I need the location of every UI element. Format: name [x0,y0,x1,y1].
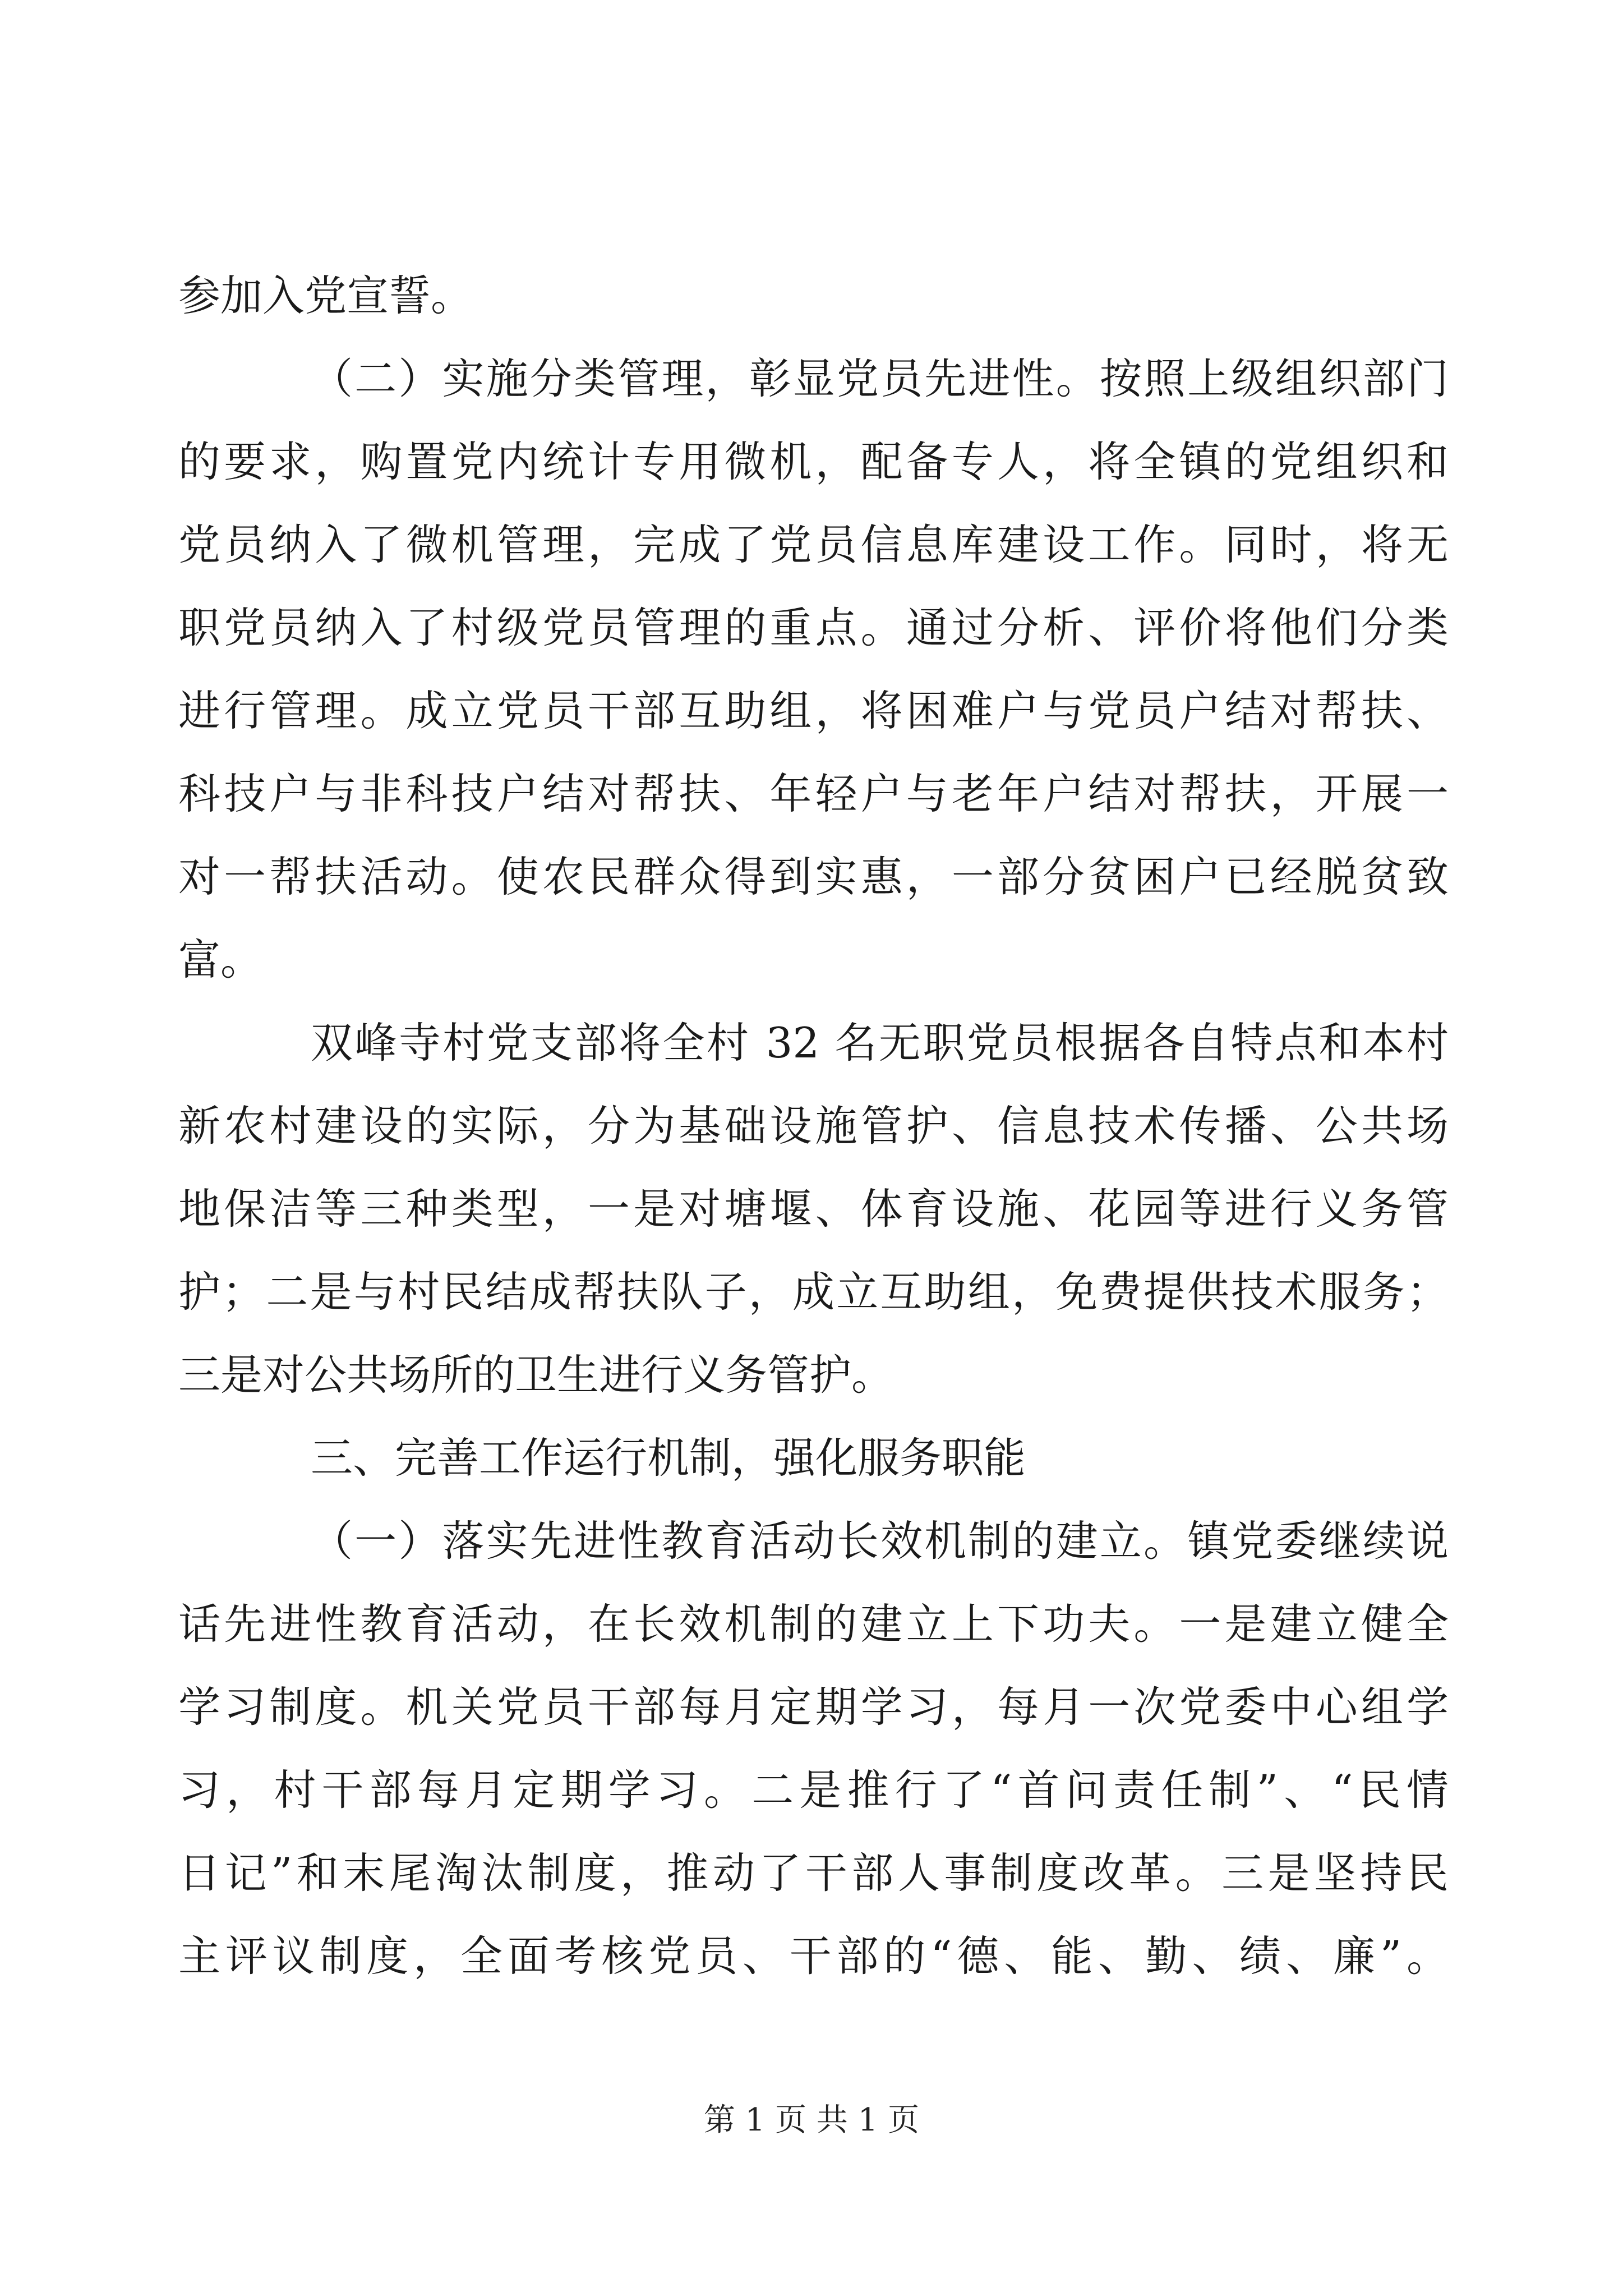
page-footer: 第 1 页 共 1 页 [703,2102,920,2138]
document-body [178,254,1449,1998]
text-line: 对一帮扶活动。使农民群众得到实惠，一部分贫困户已经脱贫致 [178,852,1449,901]
text-line: 党员纳入了微机管理，完成了党员信息库建设工作。同时，将无 [178,520,1449,569]
text-line: 双峰寺村党支部将全村 32 名无职党员根据各自特点和本村 [311,1018,1449,1068]
text-line: 学习制度。机关党员干部每月定期学习，每月一次党委中心组学 [178,1682,1449,1732]
text-line: 进行管理。成立党员干部互助组，将困难户与党员户结对帮扶、 [178,686,1449,735]
section-heading: 三、完善工作运行机制，强化服务职能 [311,1433,1026,1483]
text-line: （二）实施分类管理，彰显党员先进性。按照上级组织部门 [311,354,1449,403]
text-line: 主评议制度，全面考核党员、干部的“德、能、勤、绩、廉”。 [178,1931,1449,1981]
text-line: 参加入党宣誓。 [178,271,473,320]
text-line: 日记”和末尾淘汰制度，推动了干部人事制度改革。三是坚持民 [178,1848,1449,1898]
text-line: （一）落实先进性教育活动长效机制的建立。镇党委继续说 [311,1516,1449,1566]
text-line: 职党员纳入了村级党员管理的重点。通过分析、评价将他们分类 [178,603,1449,652]
text-line: 科技户与非科技户结对帮扶、年轻户与老年户结对帮扶，开展一 [178,769,1449,818]
text-line: 三是对公共场所的卫生进行义务管护。 [178,1350,894,1400]
text-line: 地保洁等三种类型，一是对塘堰、体育设施、花园等进行义务管 [178,1184,1449,1234]
text-line: 护；二是与村民结成帮扶队子，成立互助组，免费提供技术服务； [178,1267,1449,1317]
text-line: 的要求，购置党内统计专用微机，配备专人，将全镇的党组织和 [178,437,1449,486]
text-line: 富。 [178,935,263,984]
text-line: 话先进性教育活动，在长效机制的建立上下功夫。一是建立健全 [178,1599,1449,1649]
text-line: 习，村干部每月定期学习。二是推行了“首问责任制”、“民情 [178,1765,1449,1815]
text-line: 新农村建设的实际，分为基础设施管护、信息技术传播、公共场 [178,1101,1449,1151]
